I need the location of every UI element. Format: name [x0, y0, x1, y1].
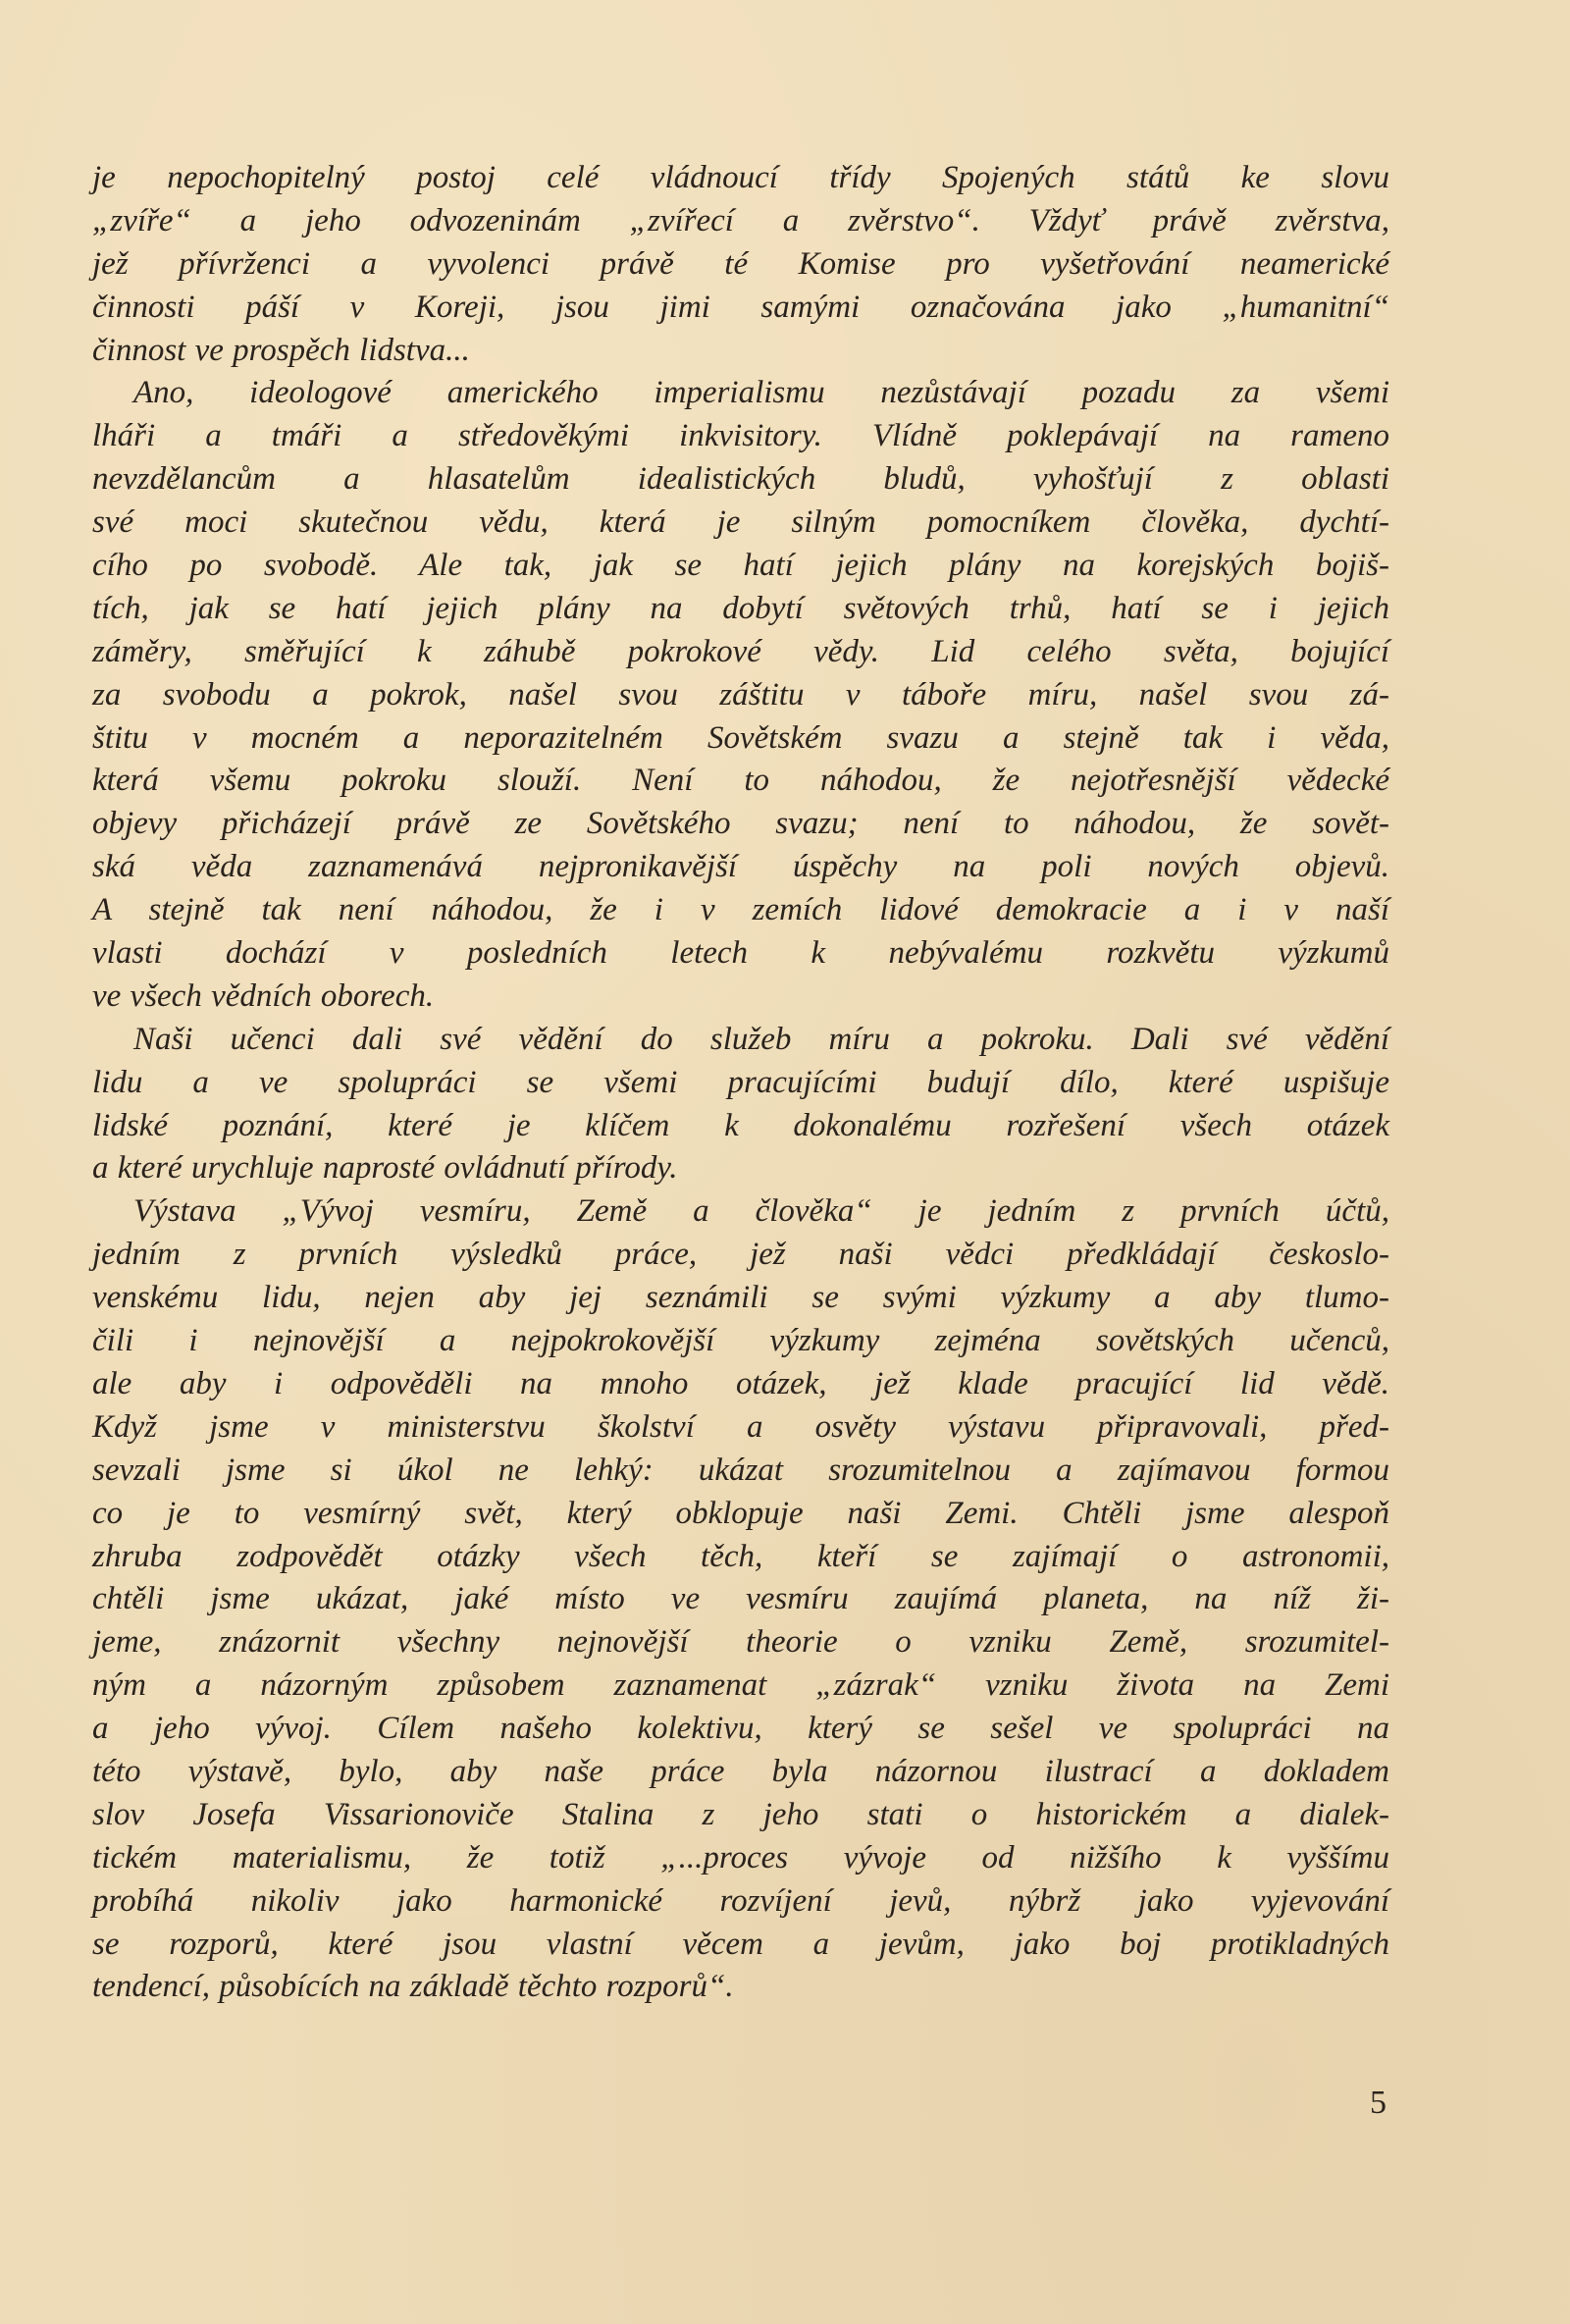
- text-line: Výstava „Vývoj vesmíru, Země a člověka“ je jedním z prvních účtů,: [133, 1193, 1389, 1230]
- text-line: cího po svobodě. Ale tak, jak se hatí jejich plány na korejských bojiš-: [92, 548, 1389, 584]
- text-line: štitu v mocném a neporazitelném Sovětském svazu a stejně tak i věda,: [92, 719, 1389, 756]
- text-line: se rozporů, které jsou vlastní věcem a jevům, jako boj protikladných: [92, 1926, 1389, 1962]
- text-line: činnost ve prospěch lidstva...: [92, 332, 470, 368]
- text-line: záměry, směřující k záhubě pokrokové vědy. Lid celého světa, bojující: [92, 633, 1389, 669]
- text-line: je nepochopitelný postoj celé vládnoucí třídy Spojených států ke slovu: [92, 160, 1389, 195]
- text-line: zhruba zodpovědět otázky všech těch, kteří se zajímají o astronomii,: [92, 1538, 1389, 1574]
- text-line: činnosti páší v Koreji, jsou jimi samými označována jako „humanitní“: [92, 289, 1389, 325]
- text-line: co je to vesmírný svět, který obklopuje naši Zemi. Chtěli jsme alespoň: [92, 1495, 1389, 1531]
- text-line: objevy přicházejí právě ze Sovětského svazu; není to náhodou, že sovět-: [92, 806, 1389, 842]
- text-line: tích, jak se hatí jejich plány na dobytí světových trhů, hatí se i jejich: [92, 590, 1389, 626]
- text-line: slov Josefa Vissarionoviče Stalina z jeho stati o historickém a dialek-: [92, 1796, 1389, 1832]
- text-line: Když jsme v ministerstvu školství a osvěty výstavu připravovali, před-: [92, 1408, 1389, 1445]
- body-text: [92, 157, 1389, 2009]
- text-line: lháři a tmáři a středověkými inkvisitory. Vlídně poklepávají na rameno: [92, 418, 1389, 454]
- text-line: ale aby i odpověděli na mnoho otázek, jež klade pracující lid vědě.: [92, 1365, 1389, 1401]
- text-line: chtěli jsme ukázat, jaké místo ve vesmíru zaujímá planeta, na níž ži-: [92, 1581, 1389, 1617]
- text-line: venskému lidu, nejen aby jej seznámili se svými výzkumy a aby tlumo-: [92, 1280, 1389, 1316]
- text-line: vlasti dochází v posledních letech k nebývalému rozkvětu výzkumů: [92, 935, 1389, 972]
- text-line: této výstavě, bylo, aby naše práce byla názornou ilustrací a dokladem: [92, 1753, 1389, 1789]
- text-line: čili i nejnovější a nejpokrokovější výzkumy zejména sovětských učenců,: [92, 1323, 1389, 1359]
- text-line: jež přívrženci a vyvolenci právě té Komise pro vyšetřování neamerické: [92, 245, 1389, 282]
- text-line: ská věda zaznamenává nejpronikavější úspěchy na poli nových objevů.: [92, 849, 1389, 885]
- text-line: „zvíře“ a jeho odvozeninám „zvířecí a zvěrstvo“. Vždyť právě zvěrstva,: [92, 202, 1389, 238]
- text-line: nevzdělancům a hlasatelům idealistických bludů, vyhošťují z oblasti: [92, 461, 1389, 498]
- text-line: Ano, ideologové amerického imperialismu nezůstávají pozadu za všemi: [133, 375, 1389, 411]
- text-line: ným a názorným způsobem zaznamenat „zázrak“ vzniku života na Zemi: [92, 1667, 1389, 1704]
- text-line: lidské poznání, které je klíčem k dokonalému rozřešení všech otázek: [92, 1107, 1389, 1143]
- text-line: A stejně tak není náhodou, že i v zemích lidové demokracie a i v naší: [92, 892, 1389, 928]
- text-line: jedním z prvních výsledků práce, jež naši vědci předkládají českoslo-: [92, 1237, 1389, 1273]
- text-line: lidu a ve spolupráci se všemi pracujícími budují dílo, které uspišuje: [92, 1064, 1389, 1100]
- text-line: probíhá nikoliv jako harmonické rozvíjení jevů, nýbrž jako vyjevování: [92, 1882, 1389, 1919]
- text-line: a jeho vývoj. Cílem našeho kolektivu, který se sešel ve spolupráci na: [92, 1711, 1389, 1747]
- page-number: 5: [1370, 2085, 1387, 2121]
- text-line: sevzali jsme si úkol ne lehký: ukázat srozumitelnou a zajímavou formou: [92, 1452, 1389, 1488]
- text-line: ve všech vědních oborech.: [92, 977, 435, 1014]
- text-line: Naši učenci dali své vědění do služeb míru a pokroku. Dali své vědění: [133, 1021, 1389, 1057]
- text-line: za svobodu a pokrok, našel svou záštitu v táboře míru, našel svou zá-: [92, 676, 1389, 713]
- text-line: která všemu pokroku slouží. Není to náhodou, že nejotřesnější vědecké: [92, 763, 1389, 799]
- text-line: tendencí, působících na základě těchto rozporů“.: [92, 1969, 734, 2005]
- text-line: jeme, znázornit všechny nejnovější theorie o vzniku Země, srozumitel-: [92, 1624, 1389, 1661]
- text-line: své moci skutečnou vědu, která je silným pomocníkem člověka, dychtí-: [92, 504, 1389, 541]
- text-line: tickém materialismu, že totiž „...proces vývoje od nižšího k vyššímu: [92, 1839, 1389, 1875]
- text-line: a které urychluje naprosté ovládnutí přírody.: [92, 1150, 678, 1187]
